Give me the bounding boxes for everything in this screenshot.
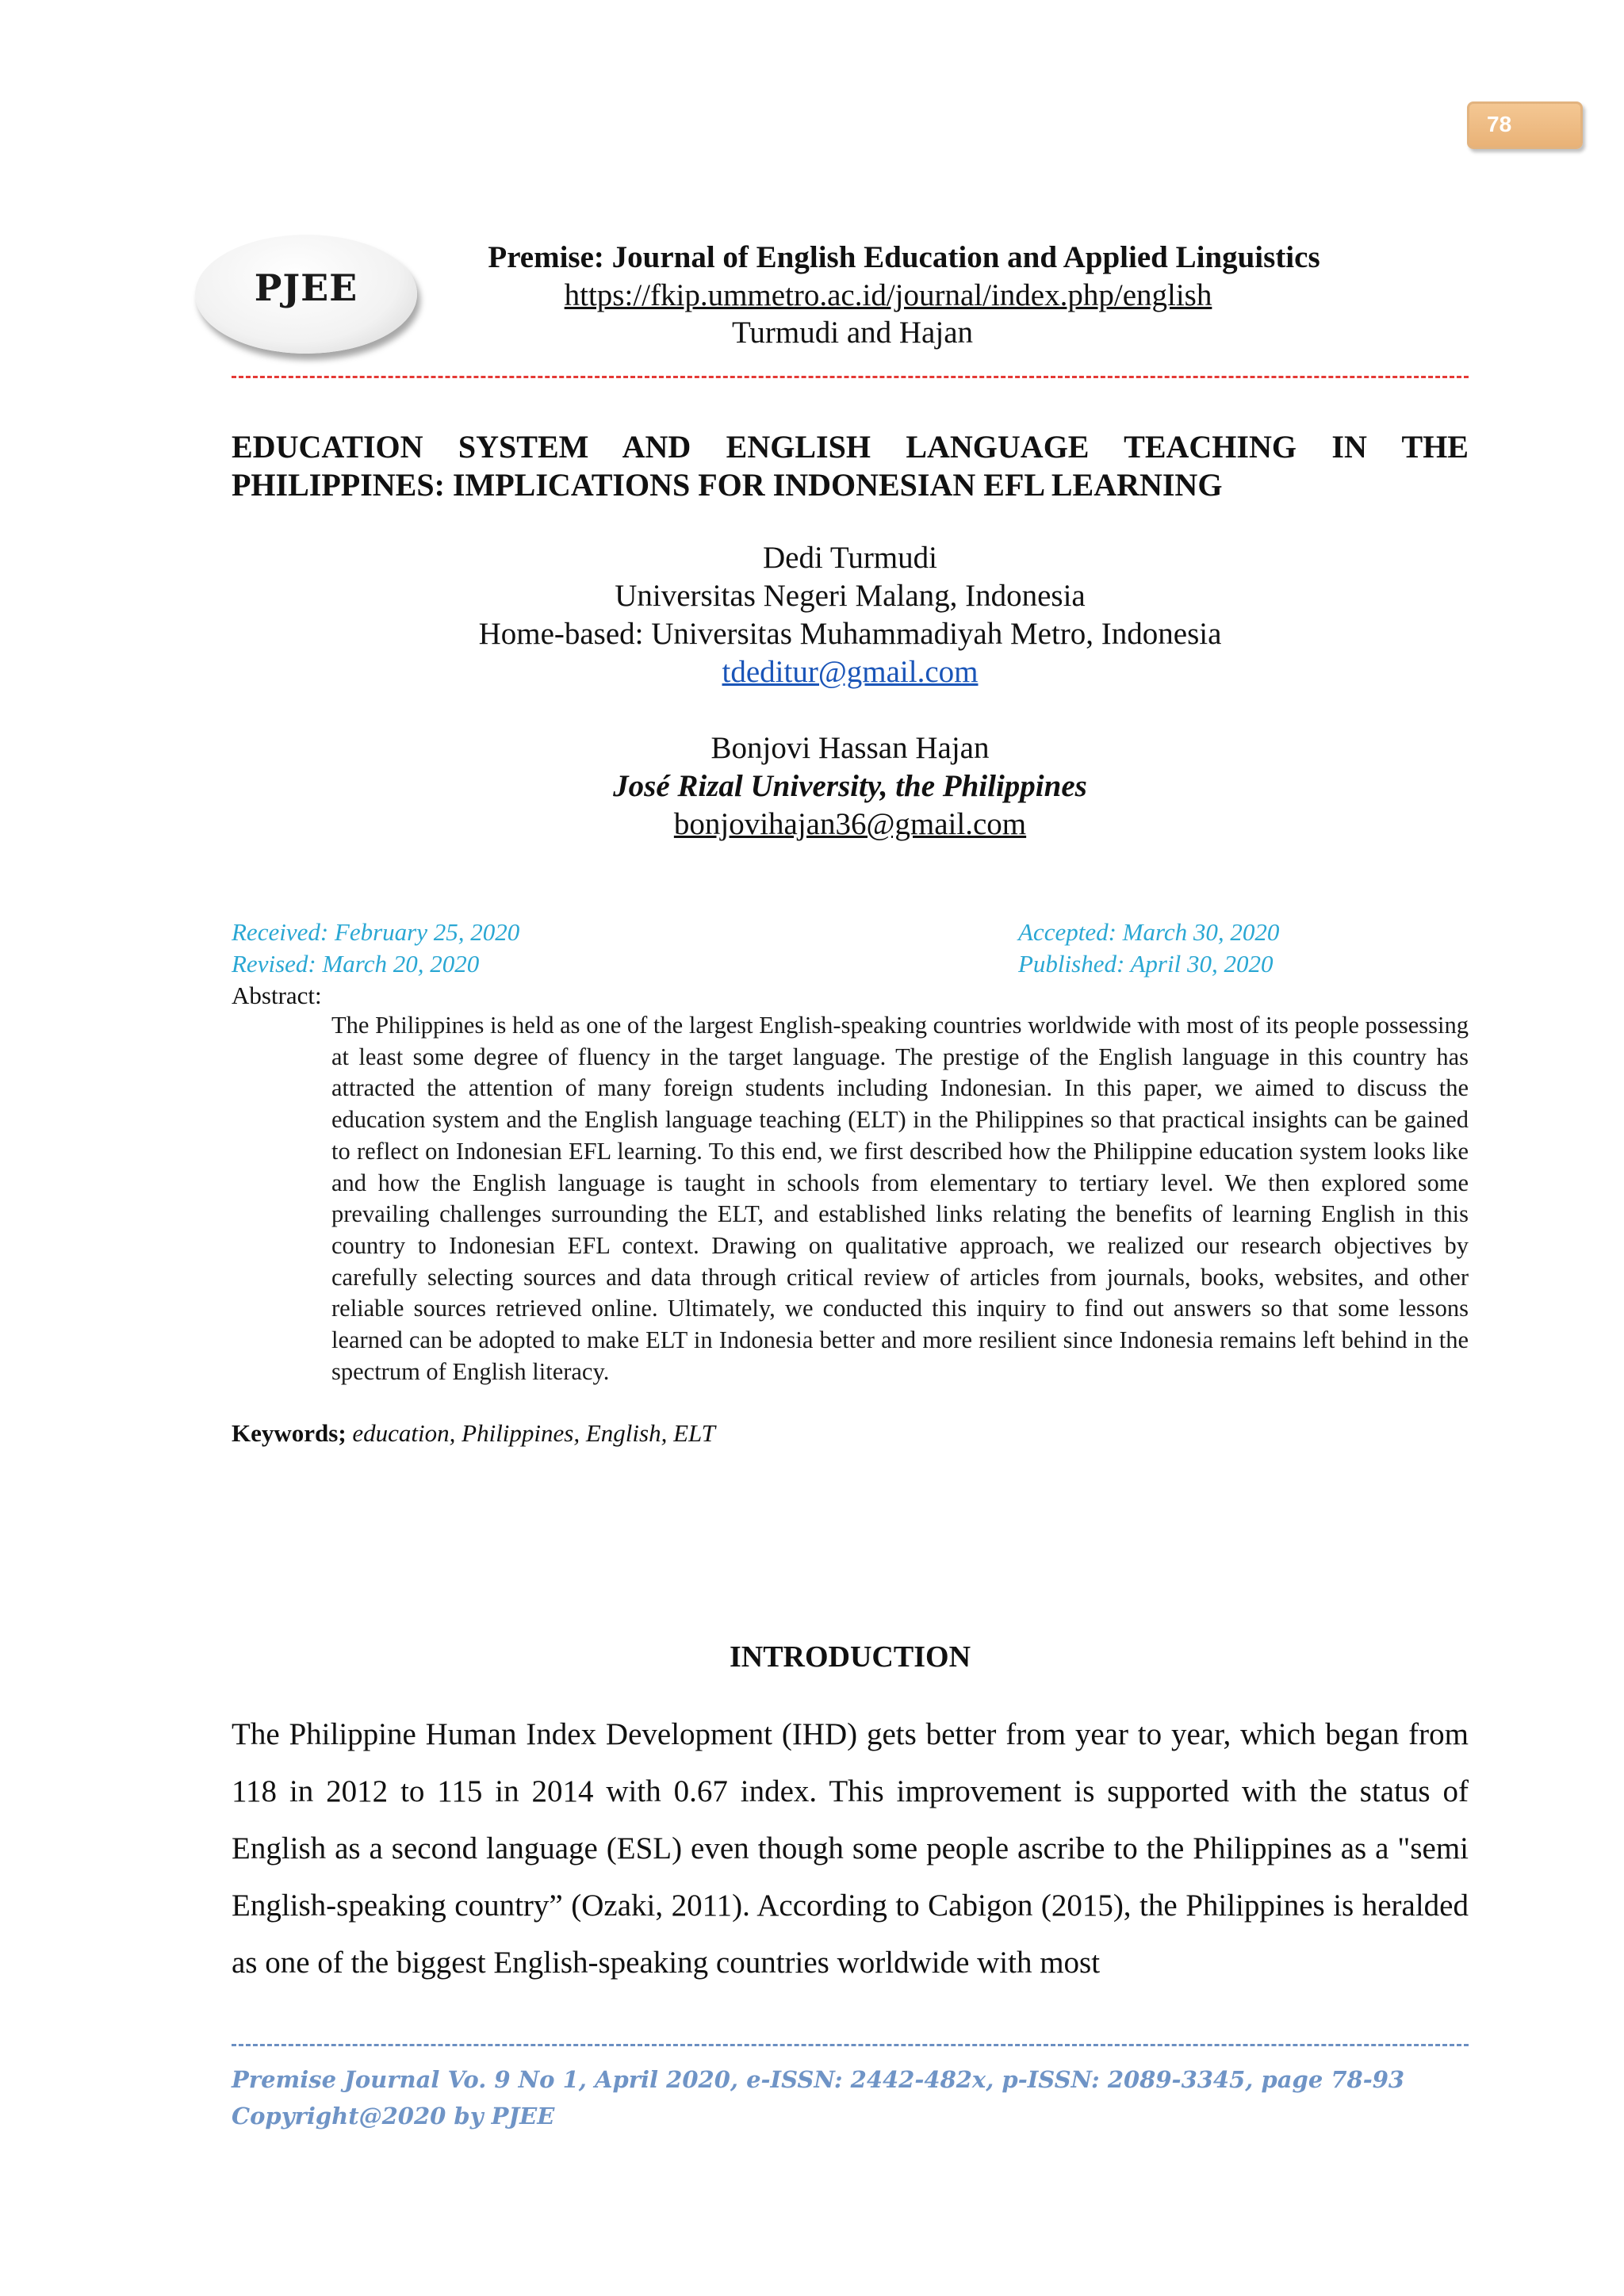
author-2-email-line	[232, 806, 1469, 844]
published-date: Published: April 30, 2020	[1018, 950, 1274, 978]
paper-title-line-1: EDUCATION SYSTEM AND ENGLISH LANGUAGE TEACHING IN THE	[232, 429, 1469, 465]
paper-title-line-2: PHILIPPINES: IMPLICATIONS FOR INDONESIAN EFL LEARNING	[232, 467, 1223, 503]
author-1-email-link[interactable]: tdeditur@gmail.com	[722, 655, 979, 689]
footer-copyright: Copyright@2020 by PJEE	[232, 2103, 555, 2130]
introduction-heading: INTRODUCTION	[729, 1640, 971, 1674]
author-1-affiliation: Universitas Negeri Malang, Indonesia	[615, 579, 1086, 613]
page-number-tab: 78	[1467, 101, 1583, 149]
author-1-email-line	[232, 653, 1469, 691]
abstract-label: Abstract:	[232, 982, 322, 1009]
author-2-name: Bonjovi Hassan Hajan	[710, 731, 990, 765]
journal-logo-text: PJEE	[254, 266, 358, 309]
footer-divider	[232, 2044, 1469, 2046]
revised-date: Revised: March 20, 2020	[232, 950, 480, 978]
author-2-affiliation: José Rizal University, the Philippines	[613, 769, 1087, 803]
author-2-email-link[interactable]: bonjovihajan36@gmail.com	[673, 807, 1027, 841]
journal-title: Premise: Journal of English Education and Applied Linguistics	[488, 240, 1320, 274]
keywords-items: education, Philippines, English, ELT	[352, 1419, 715, 1447]
keywords-line	[232, 1419, 715, 1448]
introduction-paragraph: The Philippine Human Index Development (IHD) gets better from year to year, which began from 118 in 2012 to 115 in 2014 with 0.67 index. This improvement is supported with the status of English as a second language (ESL) even though some people ascribe to the Philippines as a "semi English-speaking country” (Ozaki, 2011). According to Cabigon (2015), the Philippines is heralded as one of the biggest English-speaking countries worldwide with most	[232, 1717, 1469, 1980]
abstract-text: The Philippines is held as one of the largest English-speaking countries worldwide with most of its people possessing at least some degree of fluency in the target language. The prestige of the English language in this country has attracted the attention of many foreign students including Indonesian. In this paper, we aimed to discuss the education system and the English language teaching (ELT) in the Philippines so that practical insights can be gained to reflect on Indonesian EFL learning. To this end, we first described how the Philippine education system looks like and how the English language is taught in schools from elementary to tertiary level. We then explored some prevailing challenges surrounding the ELT, and established links relating the benefits of learning English in this country to Indonesian EFL context. Drawing on qualitative approach, we realized our research objectives by carefully selecting sources and data through critical review of articles from journals, books, websites, and other reliable sources retrieved online. Ultimately, we conducted this inquiry to find out answers so that some lessons learned can be adopted to make ELT in Indonesia better and more resilient since Indonesia remains left behind in the spectrum of English literacy.	[331, 1012, 1469, 1385]
journal-url-line	[365, 277, 1411, 313]
author-1-home-based: Home-based: Universitas Muhammadiyah Metro, Indonesia	[478, 617, 1222, 651]
header-divider	[232, 376, 1469, 378]
keywords-label: Keywords;	[232, 1419, 347, 1447]
running-authors: Turmudi and Hajan	[731, 316, 974, 350]
author-1-name: Dedi Turmudi	[763, 541, 937, 575]
accepted-date: Accepted: March 30, 2020	[1018, 918, 1280, 946]
journal-url-link[interactable]: https://fkip.ummetro.ac.id/journal/index.php/english	[564, 278, 1212, 312]
footer-citation: Premise Journal Vo. 9 No 1, April 2020, e-ISSN: 2442-482x, p-ISSN: 2089-3345, page 78-93	[232, 2066, 1405, 2093]
received-date: Received: February 25, 2020	[232, 918, 520, 946]
paper-title	[232, 428, 1469, 504]
